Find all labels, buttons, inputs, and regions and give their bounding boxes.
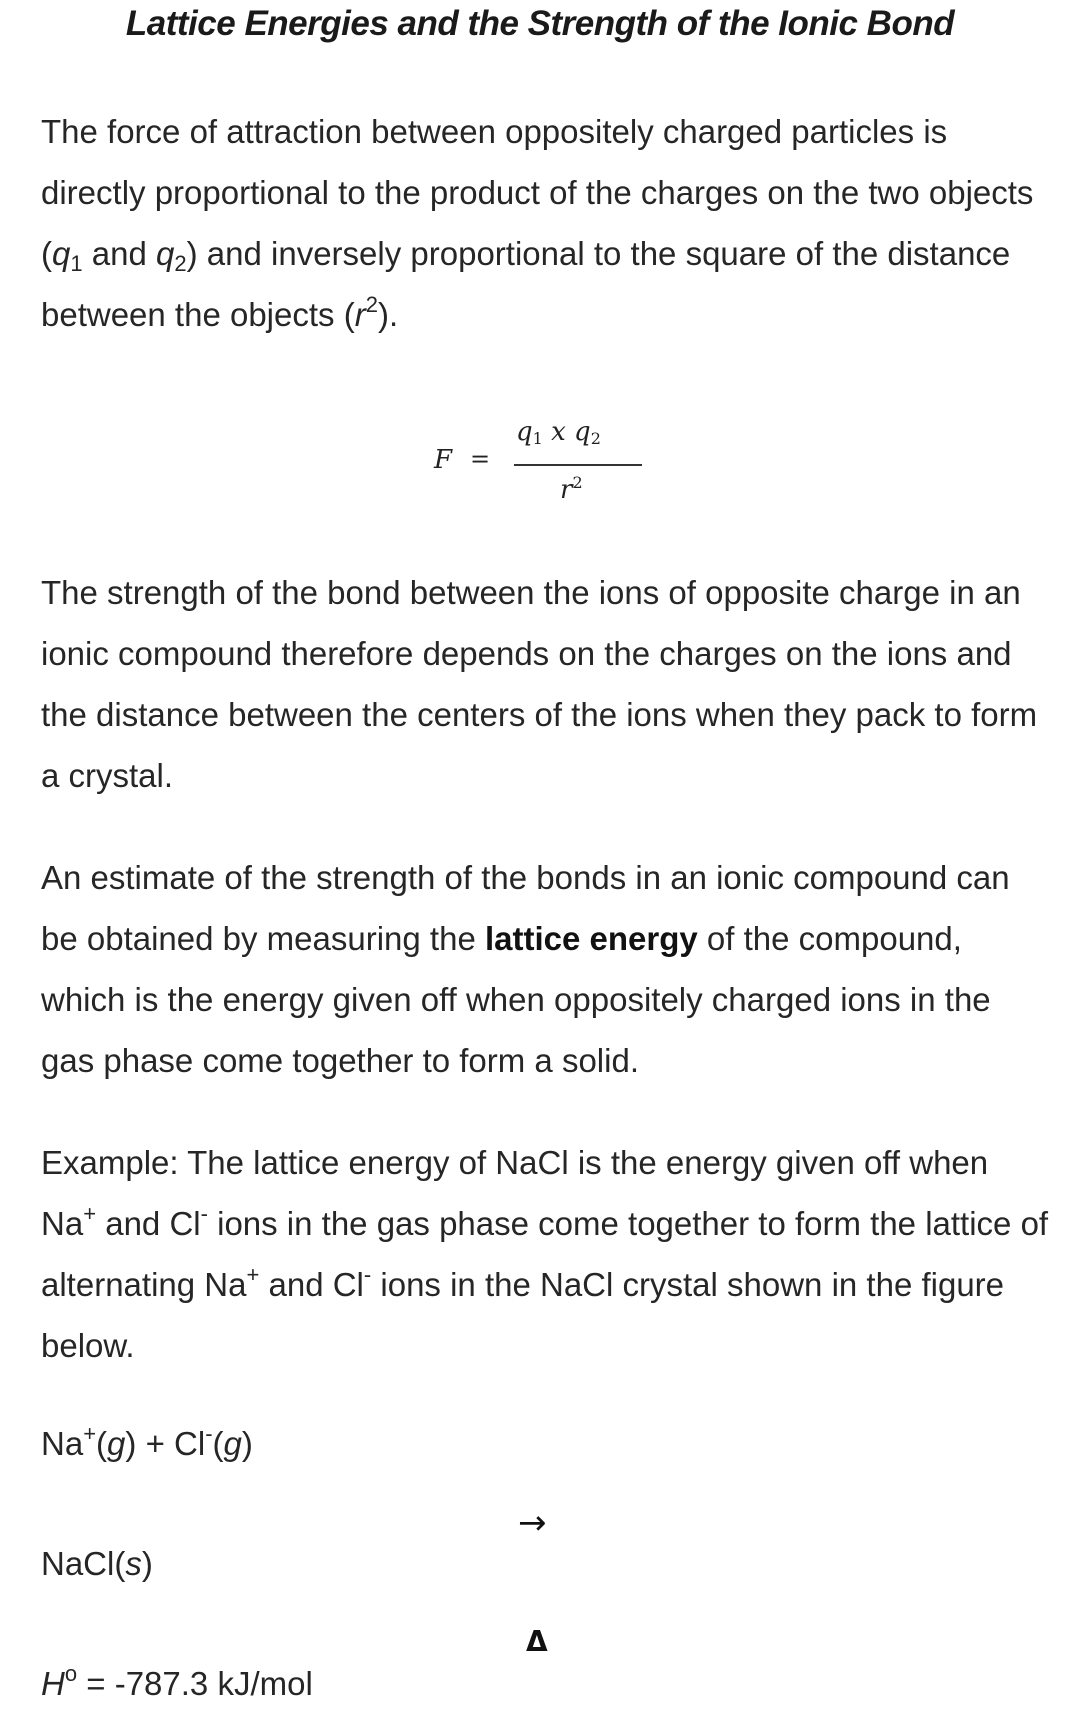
times-sign: x [542,417,575,447]
symbol-h: H [41,1665,65,1702]
text-run: + Cl [136,1425,206,1462]
text-run: and [82,235,157,272]
subscript-2: 2 [590,429,601,448]
text-run: ions in the gas phase come together to form the lattice of alternating Na [41,1205,1049,1303]
charge-minus: - [200,1201,208,1226]
text-run: and Cl [96,1205,201,1242]
paragraph-bond-strength: The strength of the bond between the ions of opposite charge in an ionic compound therefore depends on the charges on the ions and the distance between the centers of the ions when they pack to form a crystal. [41,574,1038,794]
term-lattice-energy: lattice energy [484,920,698,957]
text-run: An estimate of the strength of the bonds in an ionic compound can be obtained by measuring the [41,859,1010,957]
charge-minus: - [363,1262,372,1287]
state-gas: g [223,1425,242,1462]
coulomb-formula [420,405,660,525]
text-run: and Cl [259,1266,364,1303]
text-run: ). [377,296,399,333]
symbol-r: r [560,475,573,505]
text-run: ) [241,1425,253,1462]
reaction-arrow-icon: → [518,1503,547,1543]
charge-plus: + [83,1421,97,1446]
text-run: Na [41,1425,84,1462]
symbol-r: r [354,296,366,333]
page-title: Lattice Energies and the Strength of the Ionic Bond [125,4,955,43]
paragraph-example [41,1132,1051,1376]
charge-plus: + [83,1201,97,1226]
state-gas: g [107,1425,126,1462]
standard-state-mark: o [64,1661,78,1686]
formula-numerator [516,417,601,448]
symbol-q: q [516,417,533,447]
text-run: of the compound, which is the energy given off when oppositely charged ions in the gas phase come together to form a solid. [41,920,991,1079]
text-run: NaCl( [41,1545,126,1582]
text-run: The force of attraction between oppositely charged particles is directly proportional to the product of the charges on the two objects ( [41,113,1034,272]
fraction-bar [514,464,642,466]
text-run: ) and inversely proportional to the square of the distance between the objects ( [41,235,1011,333]
paragraph-lattice-energy [41,847,1051,1091]
reactants [41,1421,253,1463]
charge-plus: + [246,1262,260,1287]
text-run: Example: The lattice energy of NaCl is the energy given off when Na [41,1144,989,1242]
product [41,1545,153,1583]
superscript-2: 2 [365,292,378,317]
formula-equals: = [470,445,491,473]
text-run: ( [212,1425,224,1462]
formula-force: F [434,445,453,475]
superscript-2: 2 [572,473,583,492]
paragraph-coulomb [41,101,1051,345]
symbol-q: q [52,235,71,272]
subscript-1: 1 [532,429,543,448]
state-solid: s [125,1545,142,1582]
enthalpy-value [41,1661,313,1703]
text-run: ( [96,1425,108,1462]
symbol-q: q [574,417,591,447]
text-run: ) [125,1425,137,1462]
symbol-q: q [156,235,175,272]
text-run: ions in the NaCl crystal shown in the figure below. [41,1266,1005,1364]
delta-symbol: Δ [526,1625,548,1658]
text-run: ) [141,1545,153,1582]
subscript-2: 2 [174,251,187,276]
formula-denominator [560,473,583,505]
charge-minus: - [205,1421,213,1446]
enthalpy-number: = -787.3 kJ/mol [77,1665,313,1702]
subscript-1: 1 [70,251,83,276]
